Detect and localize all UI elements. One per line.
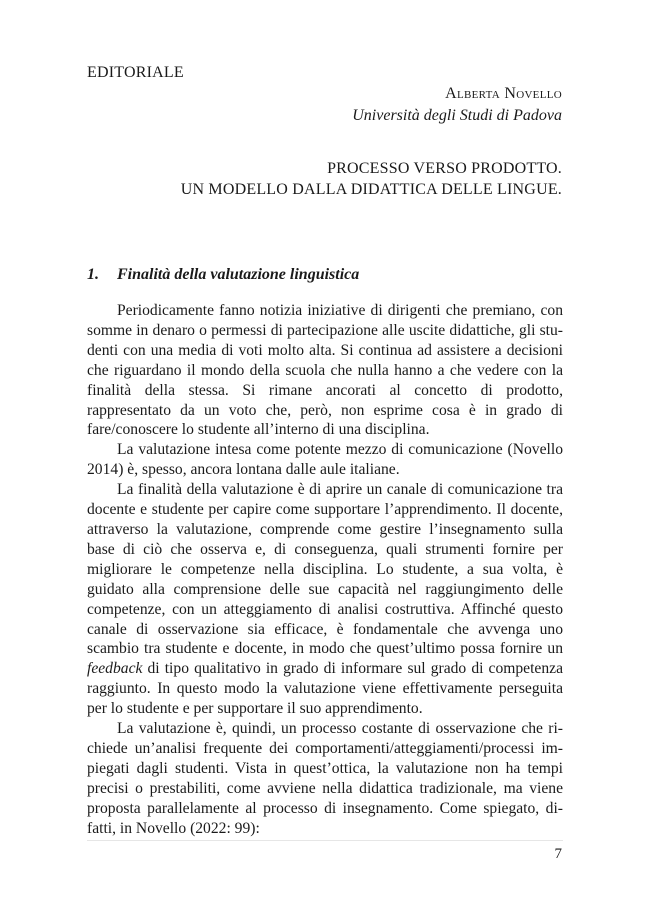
paragraph-text: di tipo qualitativo in grado di informare sul grado di competenza raggiunto. In questo modo la valutazione viene effettivamente perseguita per lo studente e per supportare il suo apprendimento. [87, 660, 563, 718]
article-title-line-2: UN MODELLO DALLA DIDATTICA DELLE LINGUE. [180, 181, 562, 198]
paragraph-text: La finalità della valutazione è di aprire un canale di comunicazione tra docente e studente per capire come supportare l’apprendimento. Il docente, attraverso la valutazione, comprende come gestire l’insegnamento sulla base di ciò che osserva e, di conseguenza, quali strumenti fornire per migliorare le competenze nella disciplina. Lo studente, a sua volta, è guidato alla comprensione delle sue capacità nel raggiungimento delle competenze, con un atteggiamento di analisi costruttiva. Affinché questo canale di osservazione sia efficace, è fondamentale che avvenga uno scambio tra studente e docente, in modo che quest’ultimo possa fornire un [87, 481, 563, 658]
section-label: EDITORIALE [87, 64, 184, 81]
paragraph: La valutazione intesa come potente mezzo di comunicazione (Novello 2014) è, spesso, ancora lontana dalle aule italiane. [87, 441, 563, 479]
section-title: Finalità della valutazione linguistica [117, 266, 360, 283]
section-number: 1. [87, 266, 99, 283]
section-heading [87, 266, 359, 284]
article-title [181, 158, 562, 200]
italic-term: feedback [87, 660, 143, 678]
page-number: 7 [554, 846, 562, 862]
paragraph: Periodicamente fanno notizia iniziative di dirigenti che premiano, con somme in denaro o permessi di partecipazione alle uscite didattiche, gli studenti con una media di voti molto alta. Si continua ad assistere a decisioni che riguardano il mondo della scuola che nulla hanno a che vedere con la finalità della stessa. Si rimane ancorati al concetto di prodotto, rappresentato da un voto che, però, non esprime cosa è in grado di fare/conoscere lo studente all’interno di una disciplina. [87, 302, 563, 439]
footer-rule [87, 840, 563, 841]
author-block [352, 83, 562, 127]
article-title-line-1: PROCESSO VERSO PRODOTTO. [327, 160, 562, 177]
author-affiliation: Università degli Studi di Padova [352, 107, 562, 124]
paragraph [87, 480, 563, 719]
author-name: Alberta Novello [445, 85, 562, 102]
paragraph: La valutazione è, quindi, un processo costante di osservazione che richiede un’analisi frequente dei comportamenti/atteggiamenti/processi impiegati dagli studenti. Vista in quest’ottica, la valutazione non ha tempi precisi o prestabiliti, come avviene nella didattica tradizionale, ma viene proposta parallelamente al processo di insegnamento. Come spiegato, difatti, in Novello (2022: 99): [87, 720, 563, 837]
body-text [87, 301, 563, 838]
